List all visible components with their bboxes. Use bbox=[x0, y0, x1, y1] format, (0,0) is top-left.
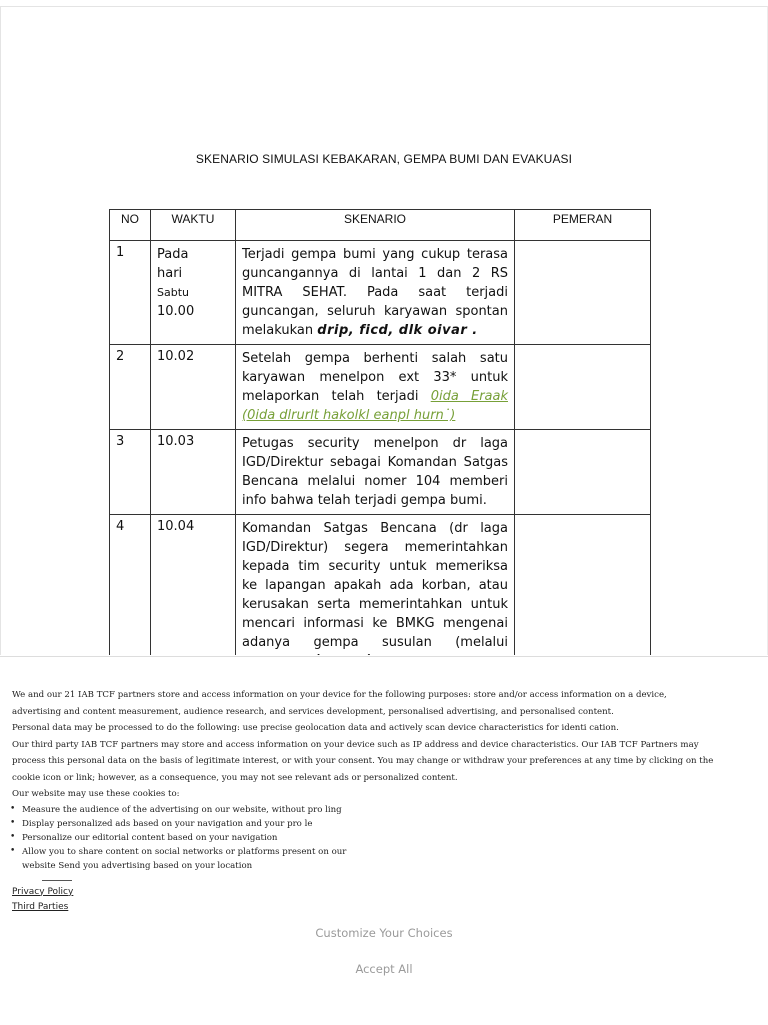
waktu-line: Sabtu bbox=[157, 286, 189, 299]
table-header-row bbox=[110, 210, 651, 241]
waktu-line: 10.00 bbox=[157, 304, 195, 319]
privacy-policy-link[interactable]: Privacy Policy bbox=[12, 886, 74, 897]
list-item: • Allow you to share content on social networks or platforms present on our website Send you advertising based on your location bbox=[12, 845, 362, 873]
table-row bbox=[110, 345, 651, 430]
cookie-uses-list bbox=[12, 803, 718, 874]
third-parties-link[interactable]: Third Parties bbox=[12, 901, 69, 912]
list-item: • Measure the audience of the advertising on our website, without pro ling bbox=[12, 803, 718, 817]
consent-paragraph: Personal data may be processed to do the following: use precise geolocation data and actively scan device characteristics for identi cation. bbox=[12, 723, 619, 733]
consent-paragraph: We and our 21 IAB TCF partners store and access information on your device for the following purposes: store and/or access information on a device, advertising and content measurement, audience research, and services development, personalised advertising, and personalised content. bbox=[12, 690, 667, 717]
list-item: • Display personalized ads based on your navigation and your pro le bbox=[12, 817, 718, 831]
waktu-line: Pada bbox=[157, 247, 189, 262]
table-row bbox=[110, 430, 651, 515]
skenario-garbled-text: drip, fiсd, dlk oivar . bbox=[317, 323, 478, 338]
header-pemeran: PEMERAN bbox=[515, 210, 651, 241]
cell-no: 4 bbox=[110, 515, 151, 684]
cell-waktu: 10.03 bbox=[151, 430, 236, 515]
cell-pemeran bbox=[515, 345, 651, 430]
skenario-text: Komandan Satgas Bencana (dr laga IGD/Direktur) segera memerintahkan kepada tim security untuk memeriksa ke lapangan apakah ada korban, atau kerusakan serta memerintahkan untuk mencari informasi ke BMKG mengenai adanya gempa susulan (melalui bbox=[242, 521, 508, 650]
skenario-green-text: 0ida Eraak (0ida dlrurlt hakolkl eanpl hurn˙) bbox=[242, 389, 508, 423]
cell-skenario bbox=[236, 345, 515, 430]
cell-pemeran bbox=[515, 241, 651, 345]
cookies-intro: Our website may use these cookies to: bbox=[12, 789, 180, 799]
table-row bbox=[110, 241, 651, 345]
scenario-table bbox=[109, 209, 651, 684]
cell-waktu: 10.04 bbox=[151, 515, 236, 684]
divider bbox=[42, 880, 72, 881]
cell-pemeran bbox=[515, 430, 651, 515]
consent-paragraph: Our third party IAB TCF partners may store and access information on your device such as IP address and device characteristics. Our IAB TCF Partners may process this personal data on the basis of legitimate interest, or with your consent. You may change or withdraw your preferences at any time by clicking on the cookie icon or link; however, as a consequence, you may not see relevant ads or personalized content. bbox=[12, 739, 714, 783]
cell-waktu: 10.02 bbox=[151, 345, 236, 430]
cell-no: 3 bbox=[110, 430, 151, 515]
cell-skenario: Petugas security menelpon dr laga IGD/Direktur sebagai Komandan Satgas Bencana melalui nomer 104 memberi info bahwa telah terjadi gempa bumi. bbox=[236, 430, 515, 515]
customize-choices-button[interactable]: Customize Your Choices bbox=[0, 925, 768, 941]
skenario-text: Setelah gempa berhenti salah satu karyawan menelpon ext 33* untuk melaporkan telah terjadi bbox=[242, 351, 508, 404]
header-skenario: SKENARIO bbox=[236, 210, 515, 241]
header-waktu: WAKTU bbox=[151, 210, 236, 241]
cell-skenario bbox=[236, 241, 515, 345]
document-title: SKENARIO SIMULASI KEBAKARAN, GEMPA BUMI DAN EVAKUASI bbox=[195, 152, 573, 166]
cell-waktu bbox=[151, 241, 236, 345]
list-item: • Personalize our editorial content based on your navigation bbox=[12, 831, 718, 845]
header-no: NO bbox=[110, 210, 151, 241]
skenario-text: Terjadi gempa bumi yang cukup terasa guncangannya di lantai 1 dan 2 RS MITRA SEHAT. Pada saat terjadi guncangan, seluruh karyawan spontan melakukan bbox=[242, 247, 508, 338]
waktu-line: hari bbox=[157, 266, 183, 281]
accept-all-button[interactable]: Accept All bbox=[0, 961, 768, 977]
cell-no: 2 bbox=[110, 345, 151, 430]
cell-no: 1 bbox=[110, 241, 151, 345]
consent-body bbox=[12, 687, 718, 915]
